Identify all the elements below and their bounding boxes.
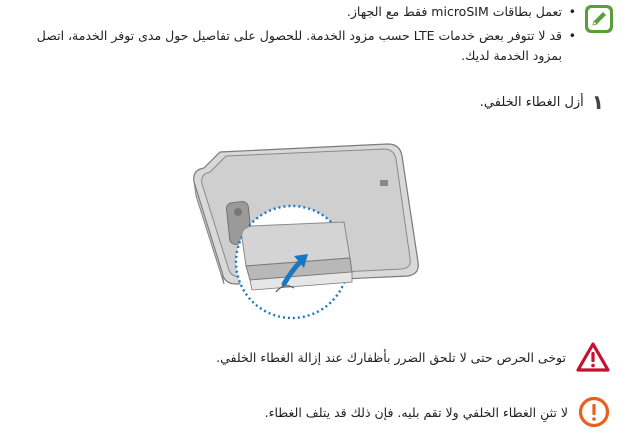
caution-circle-icon: [578, 396, 610, 428]
note-pencil-icon: [584, 4, 614, 34]
note-text: قد لا تتوفر بعض خدمات LTE حسب مزود الخدمة. للحصول على تفاصيل حول مدى توفر الخدمة، اتصل بمزود الخدمة لديك.: [36, 28, 562, 63]
note-bullet: [8, 2, 578, 22]
bullet-marker: •: [568, 4, 576, 19]
step-1: [480, 92, 604, 112]
note-bullet: [8, 26, 578, 66]
notes-list: [8, 2, 578, 66]
warning-text: توخى الحرص حتى لا تلحق الضرر بأظفارك عند إزالة الغطاء الخلفي.: [216, 349, 566, 365]
caution-note: [265, 396, 610, 428]
step-number: ١: [591, 90, 604, 114]
note-text: تعمل بطاقات microSIM فقط مع الجهاز.: [346, 4, 562, 19]
step-text: أزل الغطاء الخلفي.: [479, 94, 584, 110]
caution-text: لا تثنِ الغطاء الخلفي ولا تقم بليه. فإن ذلك قد يتلف الغطاء.: [264, 404, 568, 420]
bullet-marker: •: [568, 28, 576, 43]
warning-note: [216, 342, 610, 372]
phone-back-cover-illustration: [180, 132, 440, 332]
warning-triangle-icon: [576, 342, 610, 372]
